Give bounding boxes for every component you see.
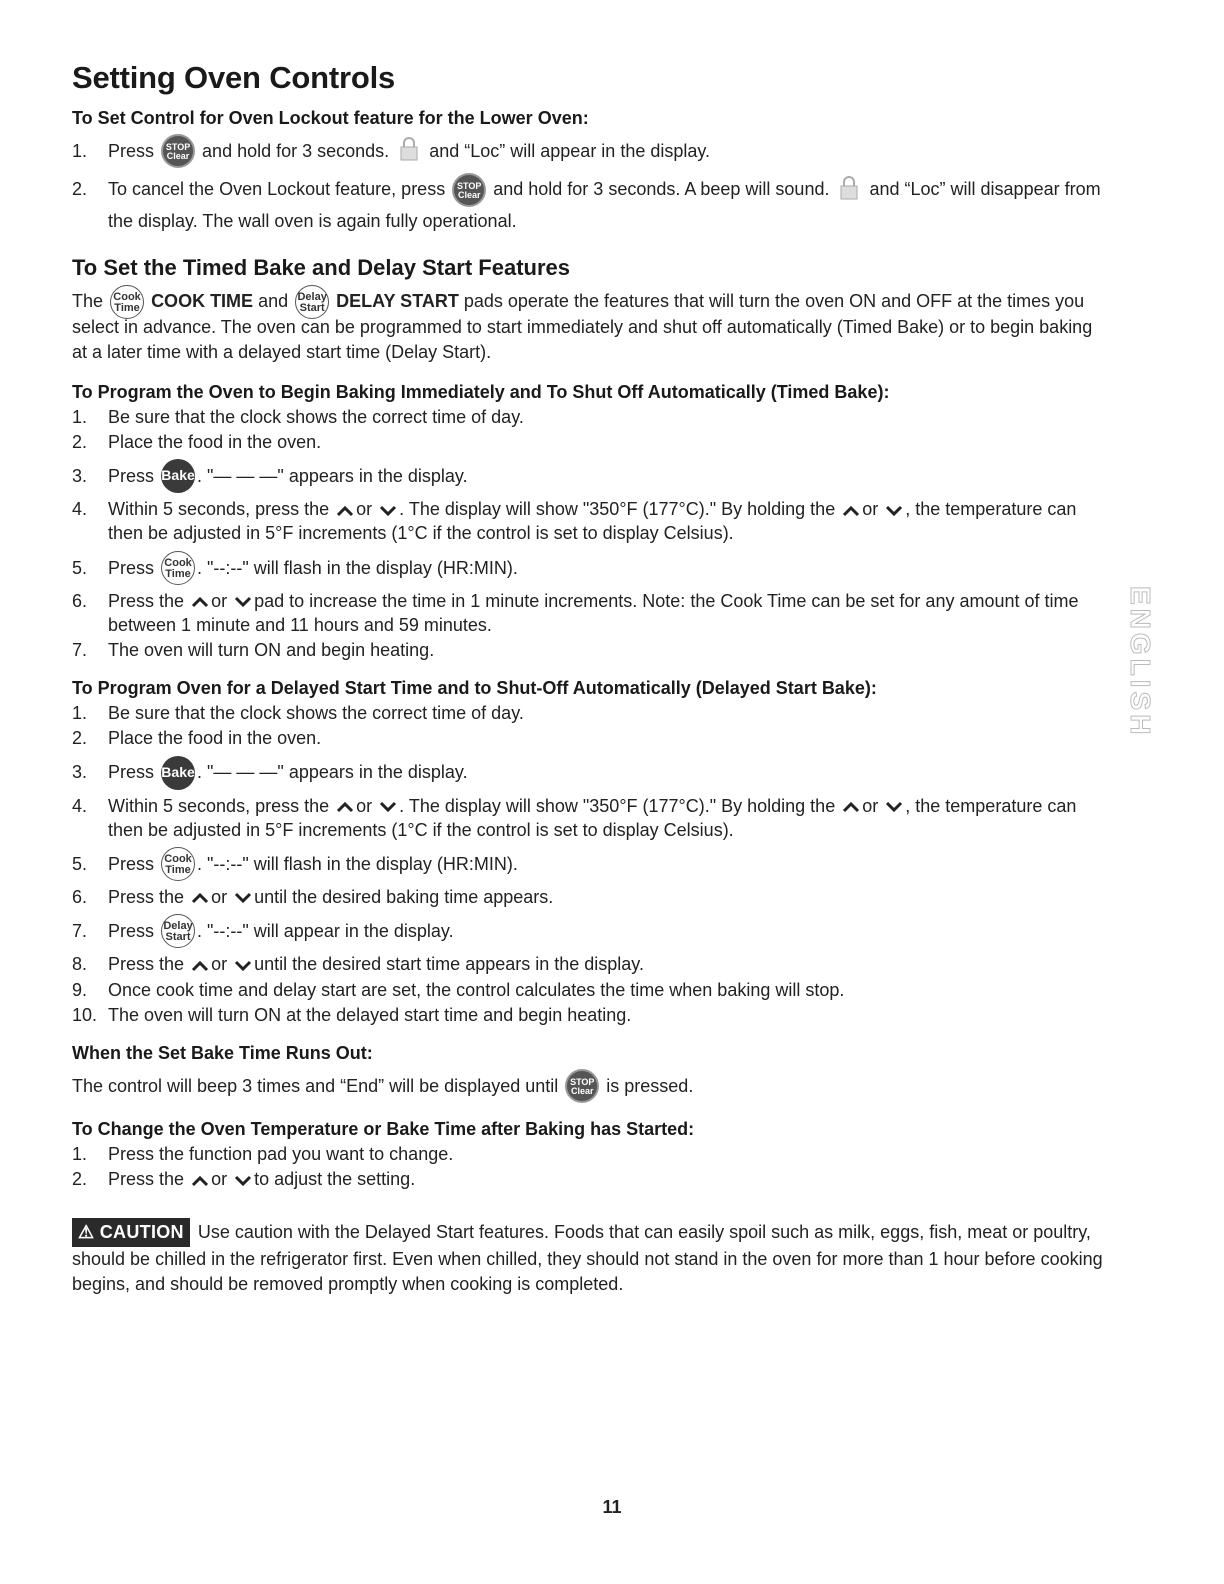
up-arrow-icon [842, 801, 860, 813]
page-number: 11 [602, 1497, 622, 1517]
list-item: 7. Press Delay Start . "--:--" will appear in the display. [72, 919, 1112, 944]
list-item: 6. Press the or until the desired baking time appears. [72, 887, 554, 908]
list-item: 1. Be sure that the clock shows the correct time of day. [72, 703, 524, 724]
up-arrow-icon [842, 505, 860, 517]
list-item: 5. Press Cook Time . "--:--" will flash in the display (HR:MIN). [72, 852, 1112, 877]
bake-pad-icon: Bake [161, 459, 195, 493]
up-arrow-icon [336, 801, 354, 813]
up-arrow-icon [191, 960, 209, 972]
stop-clear-pad-icon: STOP Clear [161, 134, 195, 168]
lockout-heading: To Set Control for Oven Lockout feature for the Lower Oven: [72, 108, 589, 128]
caution-badge: ⚠ CAUTION [72, 1218, 190, 1247]
stop-clear-pad-icon: STOP Clear [452, 173, 486, 207]
caution-paragraph: ⚠ CAUTION Use caution with the Delayed Start features. Foods that can easily spoil such as milk, eggs, fish, meat or poultry, should be chilled in the refrigerator first. Even when chilled, they should not stand in the oven for more than 1 hour before cooking begins, and should be removed promptly when cooking is completed. [72, 1218, 1112, 1298]
page-title: Setting Oven Controls [72, 60, 396, 95]
page-content [72, 60, 1112, 1301]
down-arrow-icon [234, 960, 252, 972]
up-arrow-icon [191, 1175, 209, 1187]
down-arrow-icon [379, 801, 397, 813]
list-item: 5. Press Cook Time . "--:--" will flash in the display (HR:MIN). [72, 556, 1112, 581]
cook-time-pad-icon: Cook Time [161, 551, 195, 585]
list-item: 3. Press Bake . "— — —" appears in the display. [72, 464, 1112, 489]
timed-bake-heading: To Set the Timed Bake and Delay Start Features [72, 255, 571, 281]
list-item: 2. Press the or to adjust the setting. [72, 1169, 416, 1190]
down-arrow-icon [885, 801, 903, 813]
delayed-steps [72, 701, 1112, 1027]
cook-time-pad-icon: Cook Time [110, 285, 144, 319]
list-item: 2. Place the food in the oven. [72, 728, 322, 749]
list-item: 4. Within 5 seconds, press the or . The display will show "350°F (177°C)." By holding the or , the temperature can then be adjusted in 5°F increments (1°C if the control is set to display Celsius). [72, 795, 1077, 840]
runs-out-heading: When the Set Bake Time Runs Out: [72, 1042, 373, 1063]
list-item: 7. The oven will turn ON and begin heating. [72, 640, 435, 661]
down-arrow-icon [234, 892, 252, 904]
up-arrow-icon [191, 596, 209, 608]
list-item: 9. Once cook time and delay start are set, the control calculates the time when baking will stop. [72, 979, 845, 1000]
list-item: 10. The oven will turn ON at the delayed start time and begin heating. [72, 1004, 632, 1025]
down-arrow-icon [885, 505, 903, 517]
delay-start-pad-icon: Delay Start [161, 914, 195, 948]
down-arrow-icon [379, 505, 397, 517]
list-item: 1. Press STOP Clear and hold for 3 seconds. and “Loc” will appear in the display. [72, 139, 1112, 164]
list-item: 3. Press Bake . "— — —" appears in the display. [72, 760, 1112, 785]
delayed-heading: To Program Oven for a Delayed Start Time and to Shut-Off Automatically (Delayed Start Bake): [72, 678, 877, 699]
change-heading: To Change the Oven Temperature or Bake Time after Baking has Started: [72, 1119, 695, 1140]
delay-start-pad-icon: Delay Start [295, 285, 329, 319]
immediate-heading: To Program the Oven to Begin Baking Immediately and To Shut Off Automatically (Timed Bake): [72, 381, 890, 402]
language-side-tab: ENGLISH [1125, 586, 1156, 739]
timed-bake-intro: The Cook Time COOK TIME and Delay Start DELAY START pads operate the features that will turn the oven ON and OFF at the times you select in advance. The oven can be programmed to start immediately and shut off automatically (Timed Bake) or to begin baking at a later time with a delayed start time (Delay Start). [72, 289, 1112, 366]
down-arrow-icon [234, 596, 252, 608]
list-item: 1. Press the function pad you want to change. [72, 1144, 454, 1165]
stop-clear-pad-icon: STOP Clear [565, 1069, 599, 1103]
immediate-steps [72, 405, 1112, 662]
list-item: 8. Press the or until the desired start time appears in the display. [72, 954, 644, 975]
lock-icon [838, 175, 860, 201]
up-arrow-icon [191, 892, 209, 904]
list-item: 4. Within 5 seconds, press the or . The display will show "350°F (177°C)." By holding the or , the temperature can then be adjusted in 5°F increments (1°C if the control is set to display Celsius). [72, 499, 1077, 544]
up-arrow-icon [336, 505, 354, 517]
list-item: 2. To cancel the Oven Lockout feature, press STOP Clear and hold for 3 seconds. A beep will sound. and “Loc” will disappear from the display. The wall oven is again fully operational. [72, 174, 1112, 237]
list-item: 6. Press the or pad to increase the time in 1 minute increments. Note: the Cook Time can be set for any amount of time between 1 minute and 11 hours and 59 minutes. [72, 590, 1079, 635]
list-item: 1. Be sure that the clock shows the correct time of day. [72, 406, 524, 427]
list-item: 2. Place the food in the oven. [72, 432, 322, 452]
lockout-steps [72, 139, 1112, 237]
runs-out-text: The control will beep 3 times and “End” will be displayed until STOP Clear is pressed. [72, 1074, 1112, 1100]
bake-pad-icon: Bake [161, 756, 195, 790]
cook-time-pad-icon: Cook Time [161, 847, 195, 881]
down-arrow-icon [234, 1175, 252, 1187]
lock-icon [398, 136, 420, 162]
change-steps [72, 1142, 1112, 1191]
